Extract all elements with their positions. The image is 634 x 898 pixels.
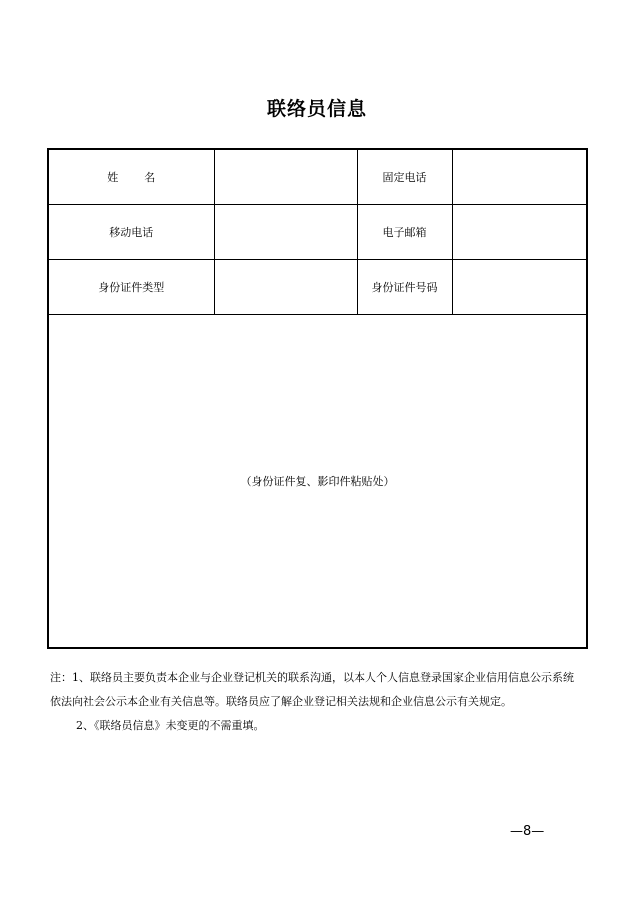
form-row-name: [48, 149, 587, 205]
name-field[interactable]: [214, 149, 357, 205]
name-label-part1: 姓: [107, 171, 119, 184]
id-number-field[interactable]: [452, 260, 587, 315]
page-title: 联络员信息: [266, 98, 367, 120]
name-label-part2: 名: [144, 171, 156, 184]
id-number-label: 身份证件号码: [357, 260, 452, 315]
name-label: [48, 149, 214, 205]
contact-info-form: [47, 148, 588, 649]
landline-field[interactable]: [452, 149, 587, 205]
id-copy-paste-area: [48, 315, 587, 649]
notes-section: [50, 666, 590, 738]
page-number: —8—: [510, 824, 545, 839]
form-row-photo: [48, 315, 587, 649]
id-copy-placeholder: （身份证件复、影印件粘贴处）: [240, 475, 395, 488]
landline-label: 固定电话: [357, 149, 452, 205]
email-label: 电子邮箱: [357, 205, 452, 260]
mobile-field[interactable]: [214, 205, 357, 260]
note-line-2: 依法向社会公示本企业有关信息等。联络员应了解企业登记相关法规和企业信息公示有关规定。: [50, 695, 512, 708]
form-row-id: [48, 260, 587, 315]
email-field[interactable]: [452, 205, 587, 260]
id-type-label: 身份证件类型: [48, 260, 214, 315]
id-type-field[interactable]: [214, 260, 357, 315]
note-line-1: 注：1、联络员主要负责本企业与企业登记机关的联系沟通，以本人个人信息登录国家企业信用信息公示系统: [50, 671, 574, 684]
form-row-mobile: [48, 205, 587, 260]
mobile-label: 移动电话: [48, 205, 214, 260]
note-line-3: 2、《联络员信息》未变更的不需重填。: [76, 719, 265, 732]
